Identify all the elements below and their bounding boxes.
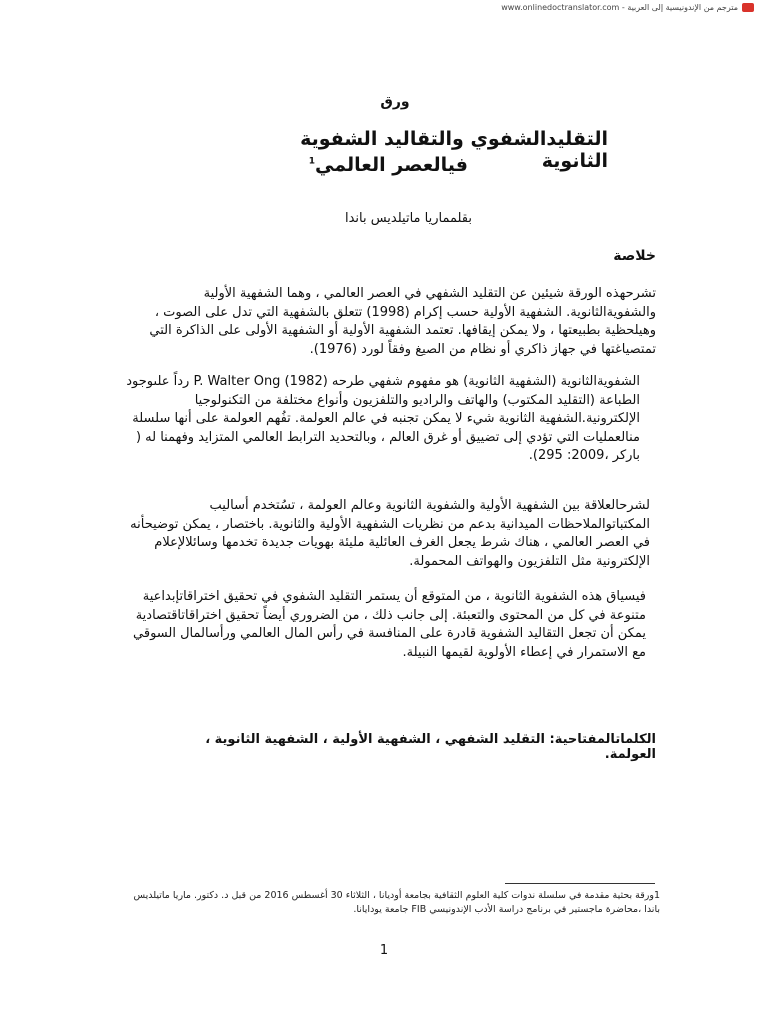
title-line-1: التقليدالشفوي والتقاليد الشفوية الثانوية bbox=[300, 128, 608, 172]
page-number: 1 bbox=[379, 943, 389, 958]
abstract-paragraph-4: فيسياق هذه الشفوية الثانوية ، من المتوقع أن يستمر التقليد الشفوي في تحقيق اختراقاتإبداعية متنوعة في كل من المحتوى والتعبئة. إلى جانب ذلك ، من الضروري أيضاً تحقيق اختراقاتاقتصادية يمكن أن تجعل التقاليد الشفوية قادرة على المنافسة في رأس المال العالمي ورأسالمال السوقي مع الاستمرار في إعطاء الأولوية لقيمها النبيلة. bbox=[133, 589, 646, 660]
title-line-2 bbox=[280, 154, 468, 176]
author-line: بقلمماريا ماتيلديس باندا bbox=[344, 211, 472, 226]
abstract-paragraph-2: الشفويةالثانوية (الشفهية الثانوية) هو مفهوم شفهي طرحه P. Walter Ong (1982) رداً علىوجود الطباعة (التقليد المكتوب) والهاتف والراديو والتلفزيون وأنواع مختلفة من التكنولوجيا الإلكترونية.الشفهية الثانوية شيء لا يمكن تجنبه في عالم العولمة. تفُهم العولمة على أنها سلسلة منالعمليات التي تؤدي إلى تضييق أو غرق العالم ، وبالتحديد الترابط العالمي المتزايد وفهمنا له ( باركر ،2009: 295). bbox=[126, 374, 640, 464]
footnote-divider bbox=[505, 883, 655, 884]
abstract-heading: خلاصة bbox=[613, 248, 656, 264]
abstract-paragraph-1: تشرحهذه الورقة شيئين عن التقليد الشفهي في العصر العالمي ، وهما الشفهية الأولية والشفويةالثانوية. الشفهية الأولية حسب إكرام (1998) تتعلق بالشفهية التي تدل على الصوت ، وهيلحظية بطبيعتها ، ولا يمكن إيقافها. تعتمد الشفهية الأولية أو الشفهية الأولى على الذاكرة التي تمتصياغتها في جهاز ذاكري أو نظام من الصيغ وفقاً لورد (1976). bbox=[149, 286, 656, 357]
title-line-2-text: فيالعصر العالمي bbox=[315, 154, 468, 176]
title-footnote-mark: 1 bbox=[308, 156, 316, 167]
translator-text[interactable]: مترجم من الإندونيسية إلى العربية - www.onlinedoctranslator.com bbox=[501, 2, 738, 12]
footnote-text: 1ورقة بحثية مقدمة في سلسلة ندوات كلية العلوم الثقافية بجامعة أوديانا ، الثلاثاء 30 أغسطس 2016 من قبل د. دكتور. ماريا ماتيلديس باندا ،محاضرة ماجستير في برنامج دراسة الأدب الإندونيسي FIB جامعة يودايانا. bbox=[133, 890, 660, 915]
abstract-paragraph-3: لشرحالعلاقة بين الشفهية الأولية والشفوية الثانوية وعالم العولمة ، تسُتخدم أساليب المكتباتوالملاحظات الميدانية بدعم من نظريات الشفهية الأولية والثانوية. باختصار ، يمكن توضيحأنه في العصر العالمي ، هناك شرط يجعل الغرف العائلية مليئة بهويات جديدة تخدمها وسائلالإعلام الإلكترونية مثل التلفزيون والهواتف المحمولة. bbox=[130, 498, 650, 569]
keywords-line: الكلماتالمفتاحية: التقليد الشفهي ، الشفهية الأولية ، الشفهية الثانوية ، العولمة. bbox=[205, 732, 656, 762]
paper-label: ورق bbox=[380, 94, 410, 110]
